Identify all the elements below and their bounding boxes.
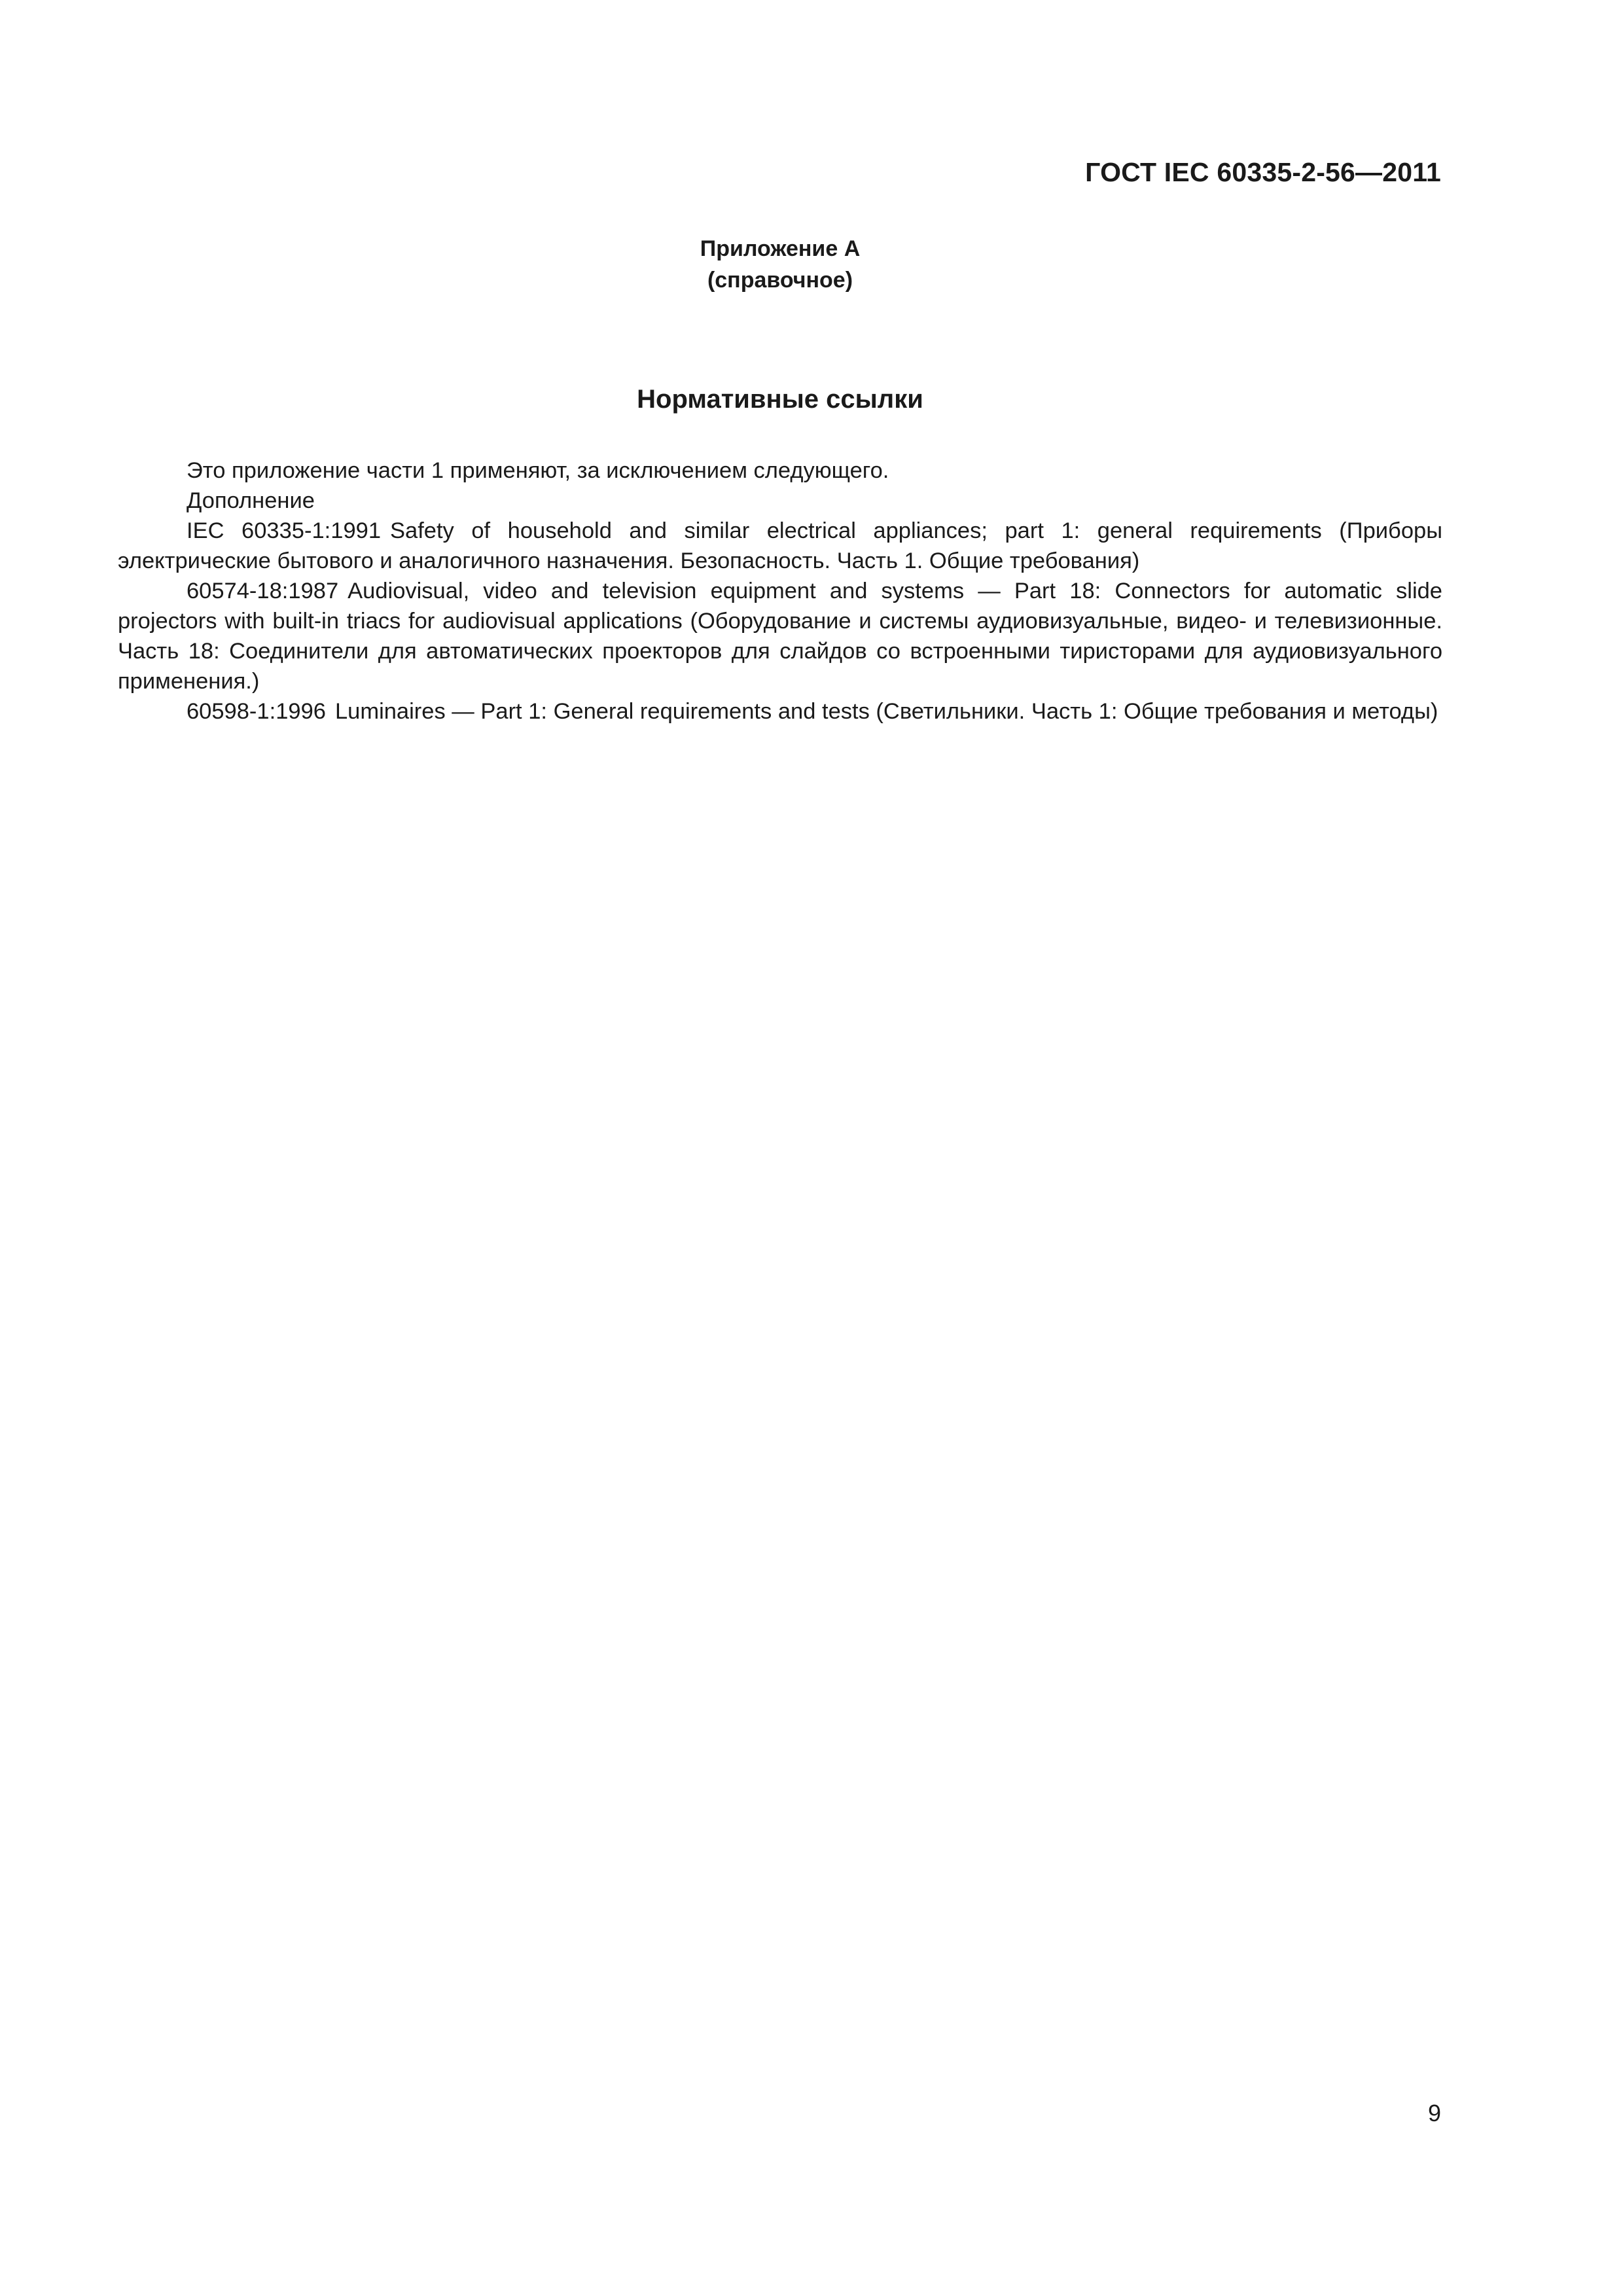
reference-code: 60574-18:1987 bbox=[187, 579, 339, 603]
addition-label: Дополнение bbox=[187, 488, 315, 513]
document-number: ГОСТ IEC 60335-2-56—2011 bbox=[1085, 157, 1441, 187]
annex-heading bbox=[0, 233, 1560, 296]
body-text bbox=[118, 456, 1442, 726]
annex-status: (справочное) bbox=[707, 268, 853, 293]
page-number: 9 bbox=[1427, 2100, 1441, 2126]
reference-text: Audiovisual, video and television equipment and systems — Part 18: Connectors for automatic slide projectors with built-in triacs for audiovisual applications (Оборудование и системы аудиовизуальные, видео- и телевизионные. Часть 18: Соединители для автоматических проекторов для слайдов со встроенными тиристорами для аудиовизуального применения.) bbox=[118, 579, 1442, 694]
reference-item bbox=[118, 576, 1442, 696]
reference-text: Luminaires — Part 1: General requirements and tests (Светильники. Часть 1: Общие требования и методы) bbox=[334, 699, 1438, 724]
reference-item bbox=[118, 516, 1442, 576]
intro-paragraph: Это приложение части 1 применяют, за исключением следующего. bbox=[187, 458, 889, 483]
section-title: Нормативные ссылки bbox=[637, 385, 923, 414]
reference-code: IEC 60335-1:1991 bbox=[187, 518, 381, 543]
reference-code: 60598-1:1996 bbox=[187, 699, 326, 724]
reference-item bbox=[118, 696, 1442, 726]
reference-text: Safety of household and similar electrical appliances; part 1: general requirements (Приборы электрические бытового и аналогичного назначения. Безопасность. Часть 1. Общие требования) bbox=[118, 518, 1442, 573]
annex-title: Приложение А bbox=[700, 236, 861, 261]
